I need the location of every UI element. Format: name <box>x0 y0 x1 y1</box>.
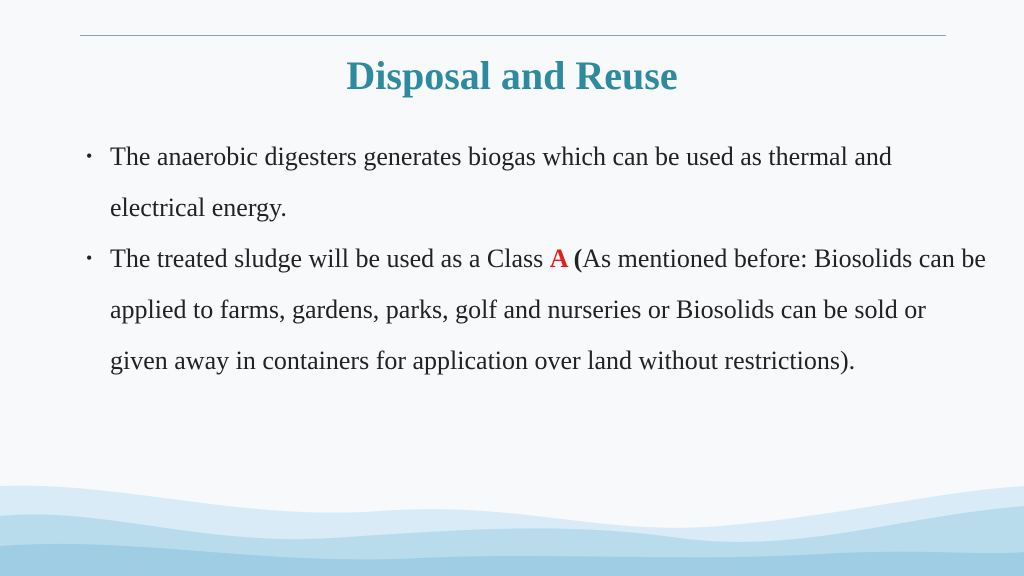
wave-decoration <box>0 476 1024 576</box>
bullet-text-detail: As mentioned before: Biosolids can be applied to farms, gardens, parks, golf and nurseries or Biosolids can be sold or given away in containers for application over land without restrictions). <box>110 244 986 375</box>
class-a-highlight: A <box>549 244 568 273</box>
bullet-dot-icon: • <box>86 146 93 166</box>
bullet-item-sludge <box>86 233 986 386</box>
bullet-list <box>86 131 986 386</box>
bullet-text-lead: The treated sludge will be used as a Class <box>110 244 550 273</box>
open-paren: ( <box>567 244 583 273</box>
top-divider <box>80 35 946 36</box>
slide-title: Disposal and Reuse <box>346 53 678 98</box>
bullet-text: The anaerobic digesters generates biogas which can be used as thermal and electrical energy. <box>110 142 892 222</box>
bullet-dot-icon: • <box>86 248 93 268</box>
bullet-item-biogas <box>86 131 986 233</box>
